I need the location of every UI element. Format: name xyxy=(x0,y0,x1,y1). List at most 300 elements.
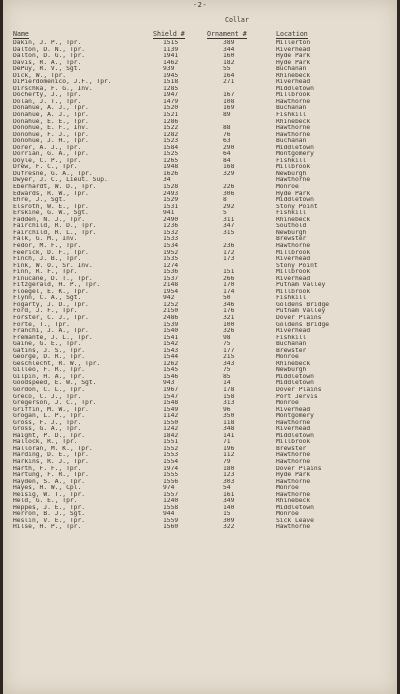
member-name: Dorrian, G. A., Tpr. xyxy=(13,151,89,158)
location: Goldens Bridge xyxy=(276,321,330,328)
member-name: Gatins, J. S., Tpr. xyxy=(13,347,86,354)
member-name: Harth, F. F., Tpr. xyxy=(13,465,82,472)
shield-number: 1528 xyxy=(163,184,179,191)
location: Millbrook xyxy=(276,92,311,99)
location: Dover Plains xyxy=(276,465,322,472)
shield-number: 1974 xyxy=(163,465,179,472)
collar-ornament-number: 322 xyxy=(223,524,235,531)
shield-number: 1262 xyxy=(163,360,179,367)
location: Montgomery xyxy=(276,151,314,158)
member-name: Fadden, N. J., Tpr. xyxy=(13,216,86,223)
location: Sick Leave xyxy=(276,517,314,524)
member-name: Griffin, M. W., Tpr. xyxy=(13,406,89,413)
member-name: Gilleo, F. R., Tpr. xyxy=(13,367,86,374)
member-name: Fairchild, R. L., Tpr. xyxy=(13,229,97,236)
shield-number: 1142 xyxy=(163,413,179,420)
shield-number: 1542 xyxy=(163,341,179,348)
member-name: Gross, F. J., Tpr. xyxy=(13,419,82,426)
shield-number: 1462 xyxy=(163,59,179,66)
member-name: DiPierdomenico, J.F., Tpr. xyxy=(13,79,112,86)
location: Hawthorne xyxy=(276,125,311,132)
member-name: Ford, J. F., Tpr. xyxy=(13,308,78,315)
collar-ornament-number: 160 xyxy=(223,53,235,60)
shield-number: 974 xyxy=(163,485,175,492)
roster-table xyxy=(3,40,397,531)
member-name: Donohue, E. F., Inv. xyxy=(13,125,89,132)
member-name: Floegel, E. K., Tpr. xyxy=(13,288,89,295)
shield-number: 1948 xyxy=(163,164,179,171)
collar-ornament-number: 167 xyxy=(223,92,235,99)
collar-ornament-number: 343 xyxy=(223,360,235,367)
member-name: Geschlecht, R. W., Tpr. xyxy=(13,360,101,367)
shield-number: 1540 xyxy=(163,328,179,335)
member-name: Gilpin, H. A., Tpr. xyxy=(13,373,86,380)
location: Riverhead xyxy=(276,275,311,282)
location: Hawthorne xyxy=(276,478,311,485)
member-name: Flynn, C. A., Sgt. xyxy=(13,295,82,302)
member-name: Donahue, A. J., Tpr. xyxy=(13,105,89,112)
collar-ornament-number: 306 xyxy=(223,190,235,197)
shield-number: 1521 xyxy=(163,112,179,119)
shield-number: 1532 xyxy=(163,229,179,236)
shield-number: 2493 xyxy=(163,190,179,197)
shield-number: 1550 xyxy=(163,419,179,426)
shield-number: 1534 xyxy=(163,242,179,249)
member-name: Hayden, S. A., Tpr. xyxy=(13,478,86,485)
location: Putnam Valley xyxy=(276,282,326,289)
shield-number: 1552 xyxy=(163,445,179,452)
collar-ornament-number: 71 xyxy=(223,439,231,446)
member-name: Halloran, M. K., Tpr. xyxy=(13,445,93,452)
shield-number: 1525 xyxy=(163,151,179,158)
member-name: George, D. R., Tpr. xyxy=(13,354,86,361)
location: Middletown xyxy=(276,85,314,92)
collar-ornament-number: 348 xyxy=(223,426,235,433)
shield-number: 1952 xyxy=(163,249,179,256)
collar-ornament-number: 151 xyxy=(223,269,235,276)
shield-number: 1551 xyxy=(163,439,179,446)
shield-number: 1274 xyxy=(163,262,179,269)
member-name: Ehre, J., Sgt. xyxy=(13,197,67,204)
member-name: Doyle, C. P., Tpr. xyxy=(13,157,82,164)
shield-number: 2150 xyxy=(163,308,179,315)
shield-number: 1546 xyxy=(163,373,179,380)
member-name: Gordon, C. L., Tpr. xyxy=(13,386,86,393)
collar-ornament-number: 309 xyxy=(223,517,235,524)
shield-number: 1286 xyxy=(163,118,179,125)
location: Port Jervis xyxy=(276,393,318,400)
collar-ornament-number: 313 xyxy=(223,400,235,407)
member-name: Hayes, H. W., Cpl. xyxy=(13,485,82,492)
collar-ornament-number: 140 xyxy=(223,504,235,511)
shield-number: 1265 xyxy=(163,157,179,164)
shield-number: 939 xyxy=(163,66,175,73)
location: Millbrook xyxy=(276,288,311,295)
shield-number: 1560 xyxy=(163,524,179,531)
collar-ornament-number: 303 xyxy=(223,478,235,485)
collar-ornament-number: 98 xyxy=(223,334,231,341)
shield-number: 1584 xyxy=(163,144,179,151)
collar-ornament-number: 321 xyxy=(223,314,235,321)
collar-ornament-number: 173 xyxy=(223,256,235,263)
shield-number: 1531 xyxy=(163,203,179,210)
shield-number: 1626 xyxy=(163,170,179,177)
member-name: Gross, G. A., Tpr. xyxy=(13,426,82,433)
shield-number: 1535 xyxy=(163,256,179,263)
shield-number: 2148 xyxy=(163,282,179,289)
member-name: Elsroth, W. E., Tpr. xyxy=(13,203,89,210)
location: Fishkill xyxy=(276,334,307,341)
member-name: Dalton, D. N., Tpr. xyxy=(13,46,86,53)
collar-ornament-number: 326 xyxy=(223,328,235,335)
shield-number: 1282 xyxy=(163,131,179,138)
member-name: Gregerson, J. C., Tpr. xyxy=(13,400,97,407)
collar-ornament-number: 96 xyxy=(223,406,231,413)
shield-number: 1522 xyxy=(163,125,179,132)
location: Southold xyxy=(276,223,307,230)
member-name: Drew, F. C., Tpr. xyxy=(13,164,78,171)
collar-ornament-number: 315 xyxy=(223,229,235,236)
collar-ornament-number: 172 xyxy=(223,249,235,256)
member-name: Gaine, G. E., Tpr. xyxy=(13,341,82,348)
location: Hawthorne xyxy=(276,177,311,184)
location: Buchanan xyxy=(276,341,307,348)
location: Hawthorne xyxy=(276,242,311,249)
collar-ornament-number: 85 xyxy=(223,373,231,380)
location: Hawthorne xyxy=(276,419,311,426)
collar-ornament-number: 88 xyxy=(223,125,231,132)
member-name: Hilse, H. P., Tpr. xyxy=(13,524,82,531)
collar-ornament-number: 196 xyxy=(223,445,235,452)
collar-ornament-number: 63 xyxy=(223,138,231,145)
location: Riverhead xyxy=(276,406,311,413)
location: Hawthorne xyxy=(276,491,311,498)
shield-number: 1240 xyxy=(163,498,179,505)
shield-number: 1554 xyxy=(163,459,179,465)
shield-number: 1967 xyxy=(163,386,179,393)
location: Hyde Park xyxy=(276,190,311,197)
member-name: Dwyer, J. C., Lieut. Sup. xyxy=(13,177,108,184)
location: Hyde Park xyxy=(276,472,311,479)
shield-number: 1544 xyxy=(163,354,179,361)
member-name: Haight, P. D., Tpr. xyxy=(13,432,86,439)
shield-number: 1518 xyxy=(163,79,179,86)
collar-ornament-number: 123 xyxy=(223,472,235,479)
shield-number: 1541 xyxy=(163,334,179,341)
member-name: Heslin, V. E., Tpr. xyxy=(13,517,86,524)
location: Dover Plains xyxy=(276,386,322,393)
location: Middletown xyxy=(276,197,314,204)
collar-ornament-number: 346 xyxy=(223,301,235,308)
member-name: Fogarty, J. D., Tpr. xyxy=(13,301,89,308)
member-name: Finn, R. F., Tpr. xyxy=(13,269,78,276)
collar-ornament-number: 8 xyxy=(223,197,227,204)
location: Monroe xyxy=(276,184,299,191)
shield-number: 1529 xyxy=(163,197,179,204)
header-collar-ornament: Ornament # xyxy=(207,30,247,38)
member-name: Erskine, G. W., Sgt. xyxy=(13,210,89,217)
shield-number: 1547 xyxy=(163,393,179,400)
collar-ornament-number: 158 xyxy=(223,393,235,400)
member-name: Forte, T., Tpr. xyxy=(13,321,70,328)
member-name: Donohue, F. J., Tpr. xyxy=(13,131,89,138)
shield-number: 1556 xyxy=(163,478,179,485)
location: Brewster xyxy=(276,347,307,354)
location: Fishkill xyxy=(276,157,307,164)
shield-number: 1543 xyxy=(163,347,179,354)
collar-ornament-number: 14 xyxy=(223,380,231,387)
location: Newburgh xyxy=(276,170,307,177)
collar-ornament-number: 164 xyxy=(223,72,235,79)
location: Stony Point xyxy=(276,262,318,269)
location: Hyde Park xyxy=(276,59,311,66)
shield-number: 944 xyxy=(163,511,175,518)
location: Middletown xyxy=(276,380,314,387)
member-name: Hallock, R., Tpr. xyxy=(13,439,78,446)
member-name: Donahue, A. J., Tpr. xyxy=(13,112,89,119)
collar-ornament-number: 290 xyxy=(223,144,235,151)
location: Buchanan xyxy=(276,66,307,73)
location: Millbrook xyxy=(276,249,311,256)
member-name: Donohue, J. H., Tpr. xyxy=(13,138,89,145)
location: Middletown xyxy=(276,373,314,380)
location: Monroe xyxy=(276,485,299,492)
location: Monroe xyxy=(276,354,299,361)
member-name: DePuy, R. V., Sgt. xyxy=(13,66,82,73)
member-name: Heisig, W. T., Tpr. xyxy=(13,491,86,498)
member-name: Dorer, A. J., Tpr. xyxy=(13,144,82,151)
location: Middletown xyxy=(276,504,314,511)
member-name: Hartung, F. R., Tpr. xyxy=(13,472,89,479)
location: Millbrook xyxy=(276,269,311,276)
collar-ornament-number: 50 xyxy=(223,295,231,302)
collar-ornament-number: 75 xyxy=(223,367,231,374)
shield-number: 1536 xyxy=(163,269,179,276)
location: Rhinebeck xyxy=(276,72,311,79)
shield-number: 1941 xyxy=(163,53,179,60)
collar-ornament-number: 271 xyxy=(223,79,235,86)
location: Fishkill xyxy=(276,210,307,217)
shield-number: 1945 xyxy=(163,72,179,79)
shield-number: 1523 xyxy=(163,138,179,145)
shield-number: 1139 xyxy=(163,46,179,53)
header-location: Location xyxy=(276,30,308,38)
location: Buchanan xyxy=(276,138,307,145)
collar-ornament-number: 236 xyxy=(223,242,235,249)
member-name: Fitzgerald, H. P., Tpr. xyxy=(13,282,101,289)
member-name: Feerick, D. F., Tpr. xyxy=(13,249,89,256)
collar-ornament-number: 100 xyxy=(223,321,235,328)
location: Putnam Valley xyxy=(276,308,326,315)
shield-number: 941 xyxy=(163,210,175,217)
collar-ornament-number: 349 xyxy=(223,498,235,505)
header-shield: Shield # xyxy=(153,30,185,38)
location: Millbrook xyxy=(276,164,311,171)
member-name: Greco, C. J., Tpr. xyxy=(13,393,82,400)
shield-number: 1539 xyxy=(163,321,179,328)
shield-number: 1515 xyxy=(163,40,179,46)
shield-number: 1557 xyxy=(163,491,179,498)
location: Rhinebeck xyxy=(276,498,311,505)
member-name: Heppes, J. E., Tpr. xyxy=(13,504,86,511)
member-name: Dolan, J. T., Tpr. xyxy=(13,98,82,105)
shield-number: 1537 xyxy=(163,275,179,282)
member-name: Harkins, R. J., Tpr. xyxy=(13,459,89,465)
location: Hawthorne xyxy=(276,452,311,459)
member-name: Finch, J. B., Tpr. xyxy=(13,256,82,263)
member-name: Davis, R. A., Tpr. xyxy=(13,59,82,66)
shield-number: 2490 xyxy=(163,216,179,223)
collar-ornament-number: 79 xyxy=(223,459,231,465)
member-name: Franchi, J. A., Tpr. xyxy=(13,328,89,335)
collar-ornament-number: 389 xyxy=(223,40,235,46)
location: Middletown xyxy=(276,144,314,151)
location: Monroe xyxy=(276,400,299,407)
member-name: Fedor, M. F., Tpr. xyxy=(13,242,82,249)
shield-number: 1548 xyxy=(163,400,179,407)
collar-ornament-number: 177 xyxy=(223,347,235,354)
location: Riverhead xyxy=(276,328,311,335)
location: Hawthorne xyxy=(276,131,311,138)
location: Stony Point xyxy=(276,203,318,210)
member-name: Harding, D. E., Tpr. xyxy=(13,452,89,459)
shield-number: 1555 xyxy=(163,472,179,479)
table-row xyxy=(3,524,397,531)
collar-ornament-number: 169 xyxy=(223,105,235,112)
page-number: -2- xyxy=(192,1,208,9)
member-name: Held, G. E., Tpr. xyxy=(13,498,78,505)
location: Millbrook xyxy=(276,439,311,446)
location: Dover Plains xyxy=(276,314,322,321)
collar-ornament-number: 182 xyxy=(223,59,235,66)
shield-number: 942 xyxy=(163,295,175,302)
member-name: Forster, C. J., Tpr. xyxy=(13,314,89,321)
shield-number: 1549 xyxy=(163,406,179,413)
collar-ornament-number: 118 xyxy=(223,419,235,426)
collar-ornament-number: 84 xyxy=(223,157,231,164)
collar-ornament-number: 75 xyxy=(223,341,231,348)
member-name: Dufresne, G. A., Tpr. xyxy=(13,170,93,177)
header-name: Name xyxy=(13,30,29,38)
member-name: Dick, W., Tpr. xyxy=(13,72,67,79)
location: Millerton xyxy=(276,40,311,46)
shield-number: 1479 xyxy=(163,98,179,105)
shield-number: 1947 xyxy=(163,92,179,99)
location: Middletown xyxy=(276,432,314,439)
location: Hawthorne xyxy=(276,524,311,531)
document-page xyxy=(3,0,397,694)
collar-ornament-number: 76 xyxy=(223,131,231,138)
location: Rhinebeck xyxy=(276,360,311,367)
header-collar-top: Collar xyxy=(225,16,249,24)
collar-ornament-number: 329 xyxy=(223,170,235,177)
shield-number: 1559 xyxy=(163,517,179,524)
location: Fishkill xyxy=(276,295,307,302)
collar-ornament-number: 64 xyxy=(223,151,231,158)
shield-number: 1285 xyxy=(163,85,179,92)
collar-ornament-number: 266 xyxy=(223,275,235,282)
member-name: Fremante, J. L., Tpr. xyxy=(13,334,93,341)
collar-ornament-number: 55 xyxy=(223,66,231,73)
location: Buchanan xyxy=(276,105,307,112)
member-name: Dakin, J. P., Tpr. xyxy=(13,40,82,46)
location: Hawthorne xyxy=(276,459,311,465)
collar-ornament-number: 112 xyxy=(223,452,235,459)
member-name: Docherty, J., Tpr. xyxy=(13,92,82,99)
location: Hyde Park xyxy=(276,53,311,60)
shield-number: 34 xyxy=(163,177,171,184)
collar-ornament-number: 168 xyxy=(223,164,235,171)
collar-ornament-number: 176 xyxy=(223,308,235,315)
collar-ornament-number: 89 xyxy=(223,112,231,119)
member-name: Donahue, E. E., Tpr. xyxy=(13,118,89,125)
collar-ornament-number: 54 xyxy=(223,485,231,492)
shield-number: 1545 xyxy=(163,367,179,374)
shield-number: 943 xyxy=(163,380,175,387)
location: Brewster xyxy=(276,445,307,452)
collar-ornament-number: 178 xyxy=(223,386,235,393)
location: Newburgh xyxy=(276,229,307,236)
location: Riverhead xyxy=(276,79,311,86)
shield-number: 1533 xyxy=(163,236,179,243)
collar-ornament-number: 215 xyxy=(223,354,235,361)
collar-ornament-number: 170 xyxy=(223,282,235,289)
location: Fishkill xyxy=(276,112,307,119)
member-name: Dirschka, F. G., Inv. xyxy=(13,85,93,92)
shield-number: 1520 xyxy=(163,105,179,112)
collar-ornament-number: 180 xyxy=(223,465,235,472)
member-name: Falk, G. M., Inv. xyxy=(13,236,78,243)
shield-number: 1954 xyxy=(163,288,179,295)
collar-ornament-number: 292 xyxy=(223,203,235,210)
member-name: Fairchild, R. D., Tpr. xyxy=(13,223,97,230)
collar-ornament-number: 108 xyxy=(223,98,235,105)
location: Goldens Bridge xyxy=(276,301,330,308)
location: Brewster xyxy=(276,236,307,243)
shield-number: 1558 xyxy=(163,504,179,511)
location: Rhinebeck xyxy=(276,216,311,223)
collar-ornament-number: 174 xyxy=(223,288,235,295)
collar-ornament-number: 161 xyxy=(223,491,235,498)
location: Monroe xyxy=(276,511,299,518)
location: Riverhead xyxy=(276,426,311,433)
location: Hawthorne xyxy=(276,98,311,105)
member-name: Edwards, R. W., Tpr. xyxy=(13,190,89,197)
member-name: Grogan, L. P., Tpr. xyxy=(13,413,86,420)
member-name: Eberhardt, W. D., Tpr. xyxy=(13,184,97,191)
member-name: Fink, W. O., Sr. Inv. xyxy=(13,262,93,269)
member-name: Goodspeed, E. W., Sgt. xyxy=(13,380,97,387)
location: Newburgh xyxy=(276,367,307,374)
shield-number: 1236 xyxy=(163,223,179,230)
collar-ornament-number: 347 xyxy=(223,223,235,230)
location: Rhinebeck xyxy=(276,118,311,125)
collar-ornament-number: 344 xyxy=(223,46,235,53)
member-name: Herron, B. J., Sgt. xyxy=(13,511,86,518)
collar-ornament-number: 5 xyxy=(223,210,227,217)
member-name: Finucane, D. T., Tpr. xyxy=(13,275,93,282)
collar-ornament-number: 311 xyxy=(223,216,235,223)
shield-number: 1242 xyxy=(163,426,179,433)
shield-number: 2486 xyxy=(163,314,179,321)
shield-number: 1553 xyxy=(163,452,179,459)
location: Montgomery xyxy=(276,413,314,420)
collar-ornament-number: 15 xyxy=(223,511,231,518)
member-name: Dalton, D. G., Tpr. xyxy=(13,53,86,60)
shield-number: 1842 xyxy=(163,432,179,439)
collar-ornament-number: 350 xyxy=(223,413,235,420)
location: Riverhead xyxy=(276,46,311,53)
